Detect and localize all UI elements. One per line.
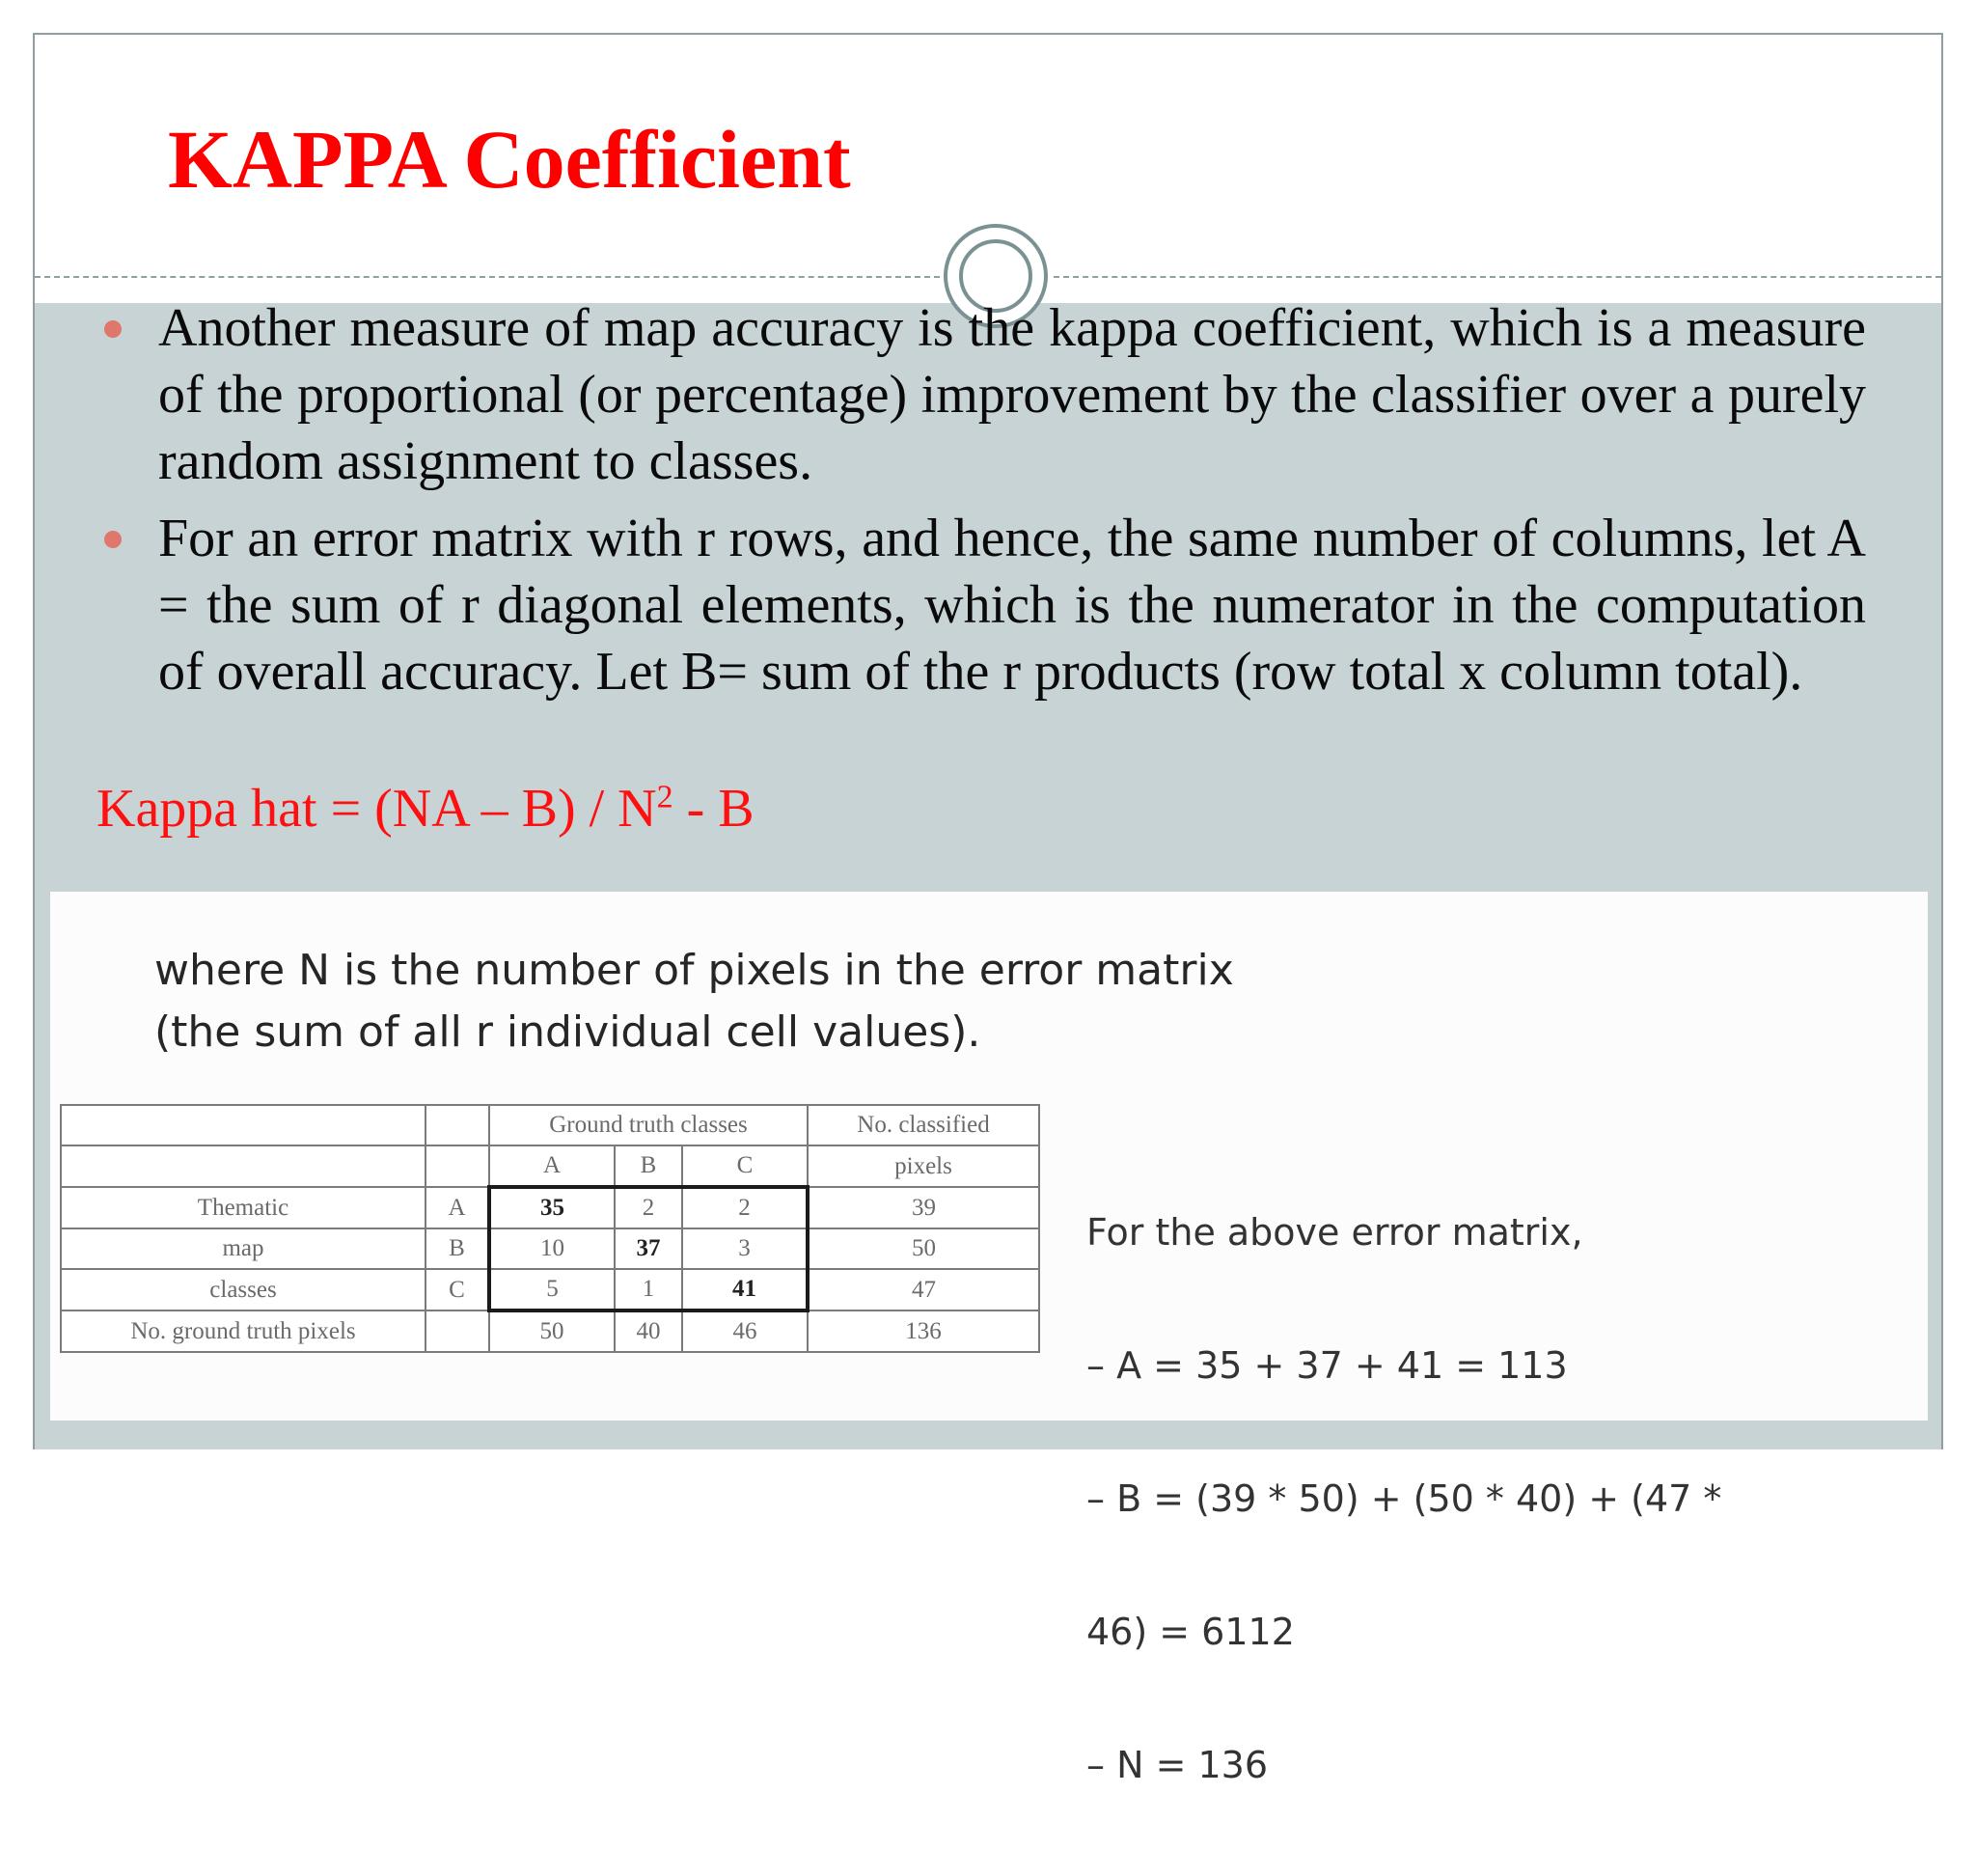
ground-truth-header: Ground truth classes: [489, 1105, 808, 1145]
computation-line: – B = (39 * 50) + (50 * 40) + (47 *: [1086, 1477, 1722, 1520]
table-row: [61, 1228, 1039, 1269]
col-label: A: [489, 1145, 615, 1187]
formula-suffix: - B: [672, 779, 755, 839]
title-divider-right: [1054, 276, 1941, 278]
where-line: where N is the number of pixels in the error matrix: [154, 946, 1234, 995]
row-label: C: [425, 1269, 489, 1310]
row-group-label: map: [61, 1228, 425, 1269]
matrix-corner: [425, 1145, 489, 1187]
matrix-cell: 35: [489, 1187, 615, 1228]
pixels-header: pixels: [808, 1145, 1039, 1187]
column-total: 46: [682, 1310, 808, 1352]
footer-label: No. ground truth pixels: [61, 1310, 425, 1352]
row-label: A: [425, 1187, 489, 1228]
computation-line: For the above error matrix,: [1086, 1211, 1583, 1254]
kappa-computation: [1086, 1121, 1858, 1876]
matrix-cell: 37: [615, 1228, 682, 1269]
matrix-corner: [425, 1105, 489, 1145]
bullet-item: [158, 295, 1866, 495]
row-total: 39: [808, 1187, 1039, 1228]
bullet-dot-icon: [104, 531, 122, 548]
row-label: B: [425, 1228, 489, 1269]
matrix-cell: 2: [615, 1187, 682, 1228]
col-label: C: [682, 1145, 808, 1187]
formula-exponent: 2: [656, 779, 673, 815]
bullet-text: Another measure of map accuracy is the kappa coefficient, which is a measure of the proportional (or percentage) improvement by the classifier over a purely random assignment to classes.: [158, 298, 1866, 491]
computation-line: 46) = 6112: [1086, 1611, 1295, 1653]
row-group-label: Thematic: [61, 1187, 425, 1228]
matrix-cell: 5: [489, 1269, 615, 1310]
matrix-header-row: [61, 1105, 1039, 1145]
table-row: [61, 1269, 1039, 1310]
column-total: 40: [615, 1310, 682, 1352]
matrix-cell: 10: [489, 1228, 615, 1269]
error-matrix-image: [50, 892, 1928, 1786]
table-row: [61, 1187, 1039, 1228]
bullet-dot-icon: [104, 320, 122, 338]
computation-line: – A = 35 + 37 + 41 = 113: [1086, 1344, 1568, 1387]
matrix-cell: 1: [615, 1269, 682, 1310]
bullet-text: For an error matrix with r rows, and hence, the same number of columns, let A = the sum of r diagonal elements, which is the numerator in the computation of overall accuracy. Let B= sum of the r products (row total x column total).: [158, 509, 1866, 702]
matrix-cell: 2: [682, 1187, 808, 1228]
matrix-subheader-row: [61, 1145, 1039, 1187]
grand-total: 136: [808, 1310, 1039, 1352]
slide-title: KAPPA Coefficient: [168, 113, 851, 206]
matrix-corner: [61, 1105, 425, 1145]
matrix-corner: [425, 1310, 489, 1352]
no-classified-header: No. classified: [808, 1105, 1039, 1145]
title-divider-left: [35, 276, 940, 278]
error-matrix-table: [60, 1104, 1040, 1353]
where-line: (the sum of all r individual cell values).: [154, 1007, 981, 1057]
kappa-formula: [96, 778, 755, 840]
formula-prefix: Kappa hat = (NA – B) / N: [96, 779, 657, 839]
column-total: 50: [489, 1310, 615, 1352]
where-note: [154, 940, 1234, 1063]
computation-line: – N = 136: [1086, 1744, 1269, 1786]
col-label: B: [615, 1145, 682, 1187]
row-total: 47: [808, 1269, 1039, 1310]
row-total: 50: [808, 1228, 1039, 1269]
matrix-corner: [61, 1145, 425, 1187]
bullet-item: [158, 506, 1866, 705]
row-group-label: classes: [61, 1269, 425, 1310]
matrix-footer-row: [61, 1310, 1039, 1352]
slide-frame: [33, 33, 1943, 1786]
matrix-cell: 41: [682, 1269, 808, 1310]
matrix-cell: 3: [682, 1228, 808, 1269]
